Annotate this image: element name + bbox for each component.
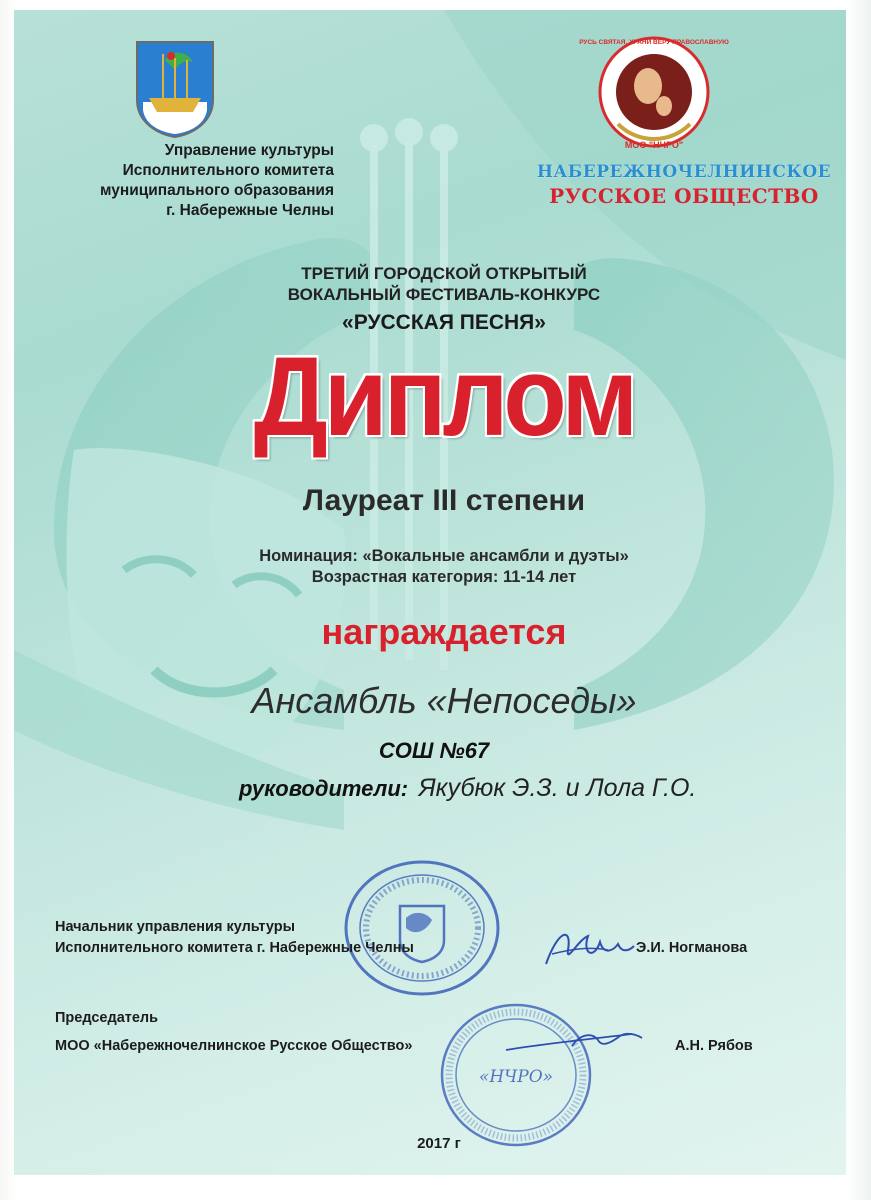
- nomination: Номинация: «Вокальные ансамбли и дуэты»: [259, 547, 629, 565]
- city-coat-of-arms-icon: [135, 40, 215, 138]
- recipient-name: Ансамбль «Непоседы»: [251, 680, 637, 721]
- festival-line2: ВОКАЛЬНЫЙ ФЕСТИВАЛЬ-КОНКУРС: [287, 285, 601, 304]
- stamp2-center-text: «НЧРО»: [478, 1067, 554, 1087]
- age-category: Возрастная категория: 11-14 лет: [311, 568, 577, 586]
- organizer-left: [34, 141, 334, 221]
- official-seal-stamp-1: [342, 858, 502, 998]
- organizer-right-line2: РУССКОЕ ОБЩЕСТВО: [549, 184, 819, 208]
- organizer-right-line1: НАБЕРЕЖНОЧЕЛНИНСКОЕ: [536, 162, 832, 182]
- signatory1-title-line1: Начальник управления культуры: [55, 919, 296, 935]
- signature1-handwriting: [538, 920, 638, 976]
- signature2-handwriting: [502, 1020, 652, 1060]
- signatory1-title-line2: Исполнительного комитета г. Набережные Челны: [55, 940, 414, 956]
- diploma-title: Диплом: [253, 334, 635, 460]
- festival-line1: ТРЕТИЙ ГОРОДСКОЙ ОТКРЫТЫЙ: [301, 264, 587, 283]
- icon-ring-bottom-text: МОО "НЧРО": [624, 140, 684, 150]
- leaders-label: руководители:: [239, 776, 409, 801]
- leaders-names: Якубюк Э.З. и Лола Г.О.: [418, 774, 697, 802]
- leaders-line: [239, 774, 799, 803]
- year: 2017 г: [417, 1135, 461, 1152]
- org-left-line: Исполнительного комитета: [122, 162, 334, 179]
- signatory1-name: Э.И. Ногманова: [636, 940, 748, 956]
- festival-heading: [174, 263, 714, 305]
- laureate-degree: Лауреат III степени: [302, 484, 586, 517]
- icon-ring-text: РУСЬ СВЯТАЯ, ХРАНИ ВЕРУ ПРАВОСЛАВНУЮ: [579, 39, 729, 46]
- diploma-sheet: [14, 10, 846, 1175]
- school-name: СОШ №67: [378, 738, 490, 763]
- awarded-text: награждается: [321, 611, 567, 652]
- signatory2-title-line1: Председатель: [55, 1010, 159, 1026]
- org-left-line: муниципального образования: [99, 182, 334, 199]
- festival-name: «РУССКАЯ ПЕСНЯ»: [342, 311, 546, 334]
- orthodox-icon-emblem: [579, 34, 729, 154]
- org-left-line: Управление культуры: [164, 142, 334, 159]
- org-left-line: г. Набережные Челны: [166, 202, 334, 219]
- signatory2-name: А.Н. Рябов: [675, 1038, 753, 1054]
- signatory2-title-line2: МОО «Набережночелнинское Русское Общество»: [55, 1038, 413, 1054]
